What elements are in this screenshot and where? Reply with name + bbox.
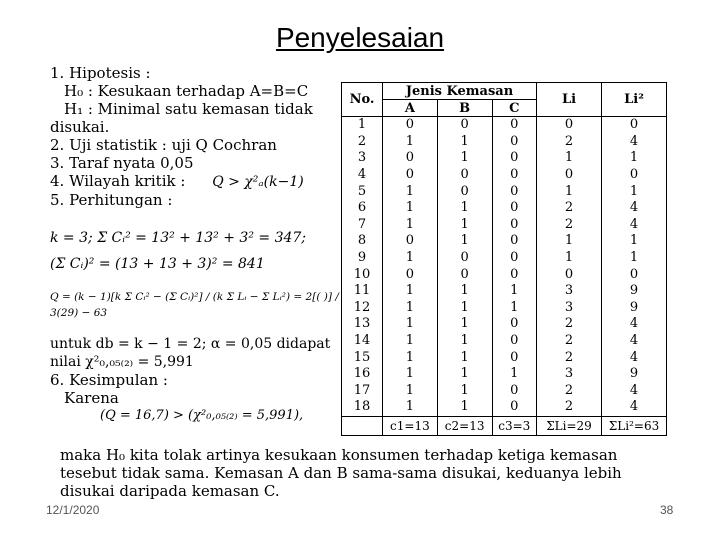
karena-comparison: (Q = 16,7) > (χ²₀,₀₅₍₂₎ = 5,991), [100, 408, 304, 423]
table-cell: 1 [383, 333, 438, 350]
table-cell: 1 [383, 134, 438, 151]
table-row [342, 399, 667, 416]
table-cell: 11 [342, 283, 383, 300]
equation-sum-ci-squared: k = 3; Σ Cᵢ² = 13² + 13² + 3² = 347; [50, 230, 307, 246]
step-3: 3. Taraf nyata 0,05 [50, 154, 194, 172]
table-cell: 3 [537, 300, 602, 317]
table-cell: 0 [492, 333, 537, 350]
table-cell: 0 [602, 266, 667, 283]
table-cell: 4 [602, 134, 667, 151]
table-cell: 0 [492, 183, 537, 200]
table-cell: 2 [537, 349, 602, 366]
hypothesis-h0: H₀ : Kesukaan terhadap A=B=C [64, 82, 309, 100]
table-cell: 1 [437, 333, 492, 350]
table-body [342, 117, 667, 417]
table-cell: 0 [492, 150, 537, 167]
table-cell: 3 [537, 283, 602, 300]
table-cell: 4 [342, 167, 383, 184]
conclusion-text [60, 446, 660, 500]
step-5: 5. Perhitungan : [50, 191, 173, 209]
table-row [342, 333, 667, 350]
table-cell: 0 [492, 266, 537, 283]
table-cell: 0 [492, 383, 537, 400]
table-row [342, 300, 667, 317]
table-row [342, 283, 667, 300]
table-cell: 0 [492, 399, 537, 416]
table-cell: 0 [383, 150, 438, 167]
table-cell: 10 [342, 266, 383, 283]
table-cell: 1 [602, 233, 667, 250]
conclusion-line-3: disukai daripada kemasan C. [60, 482, 280, 500]
table-cell: 1 [537, 233, 602, 250]
table-cell: 1 [437, 134, 492, 151]
table-cell: 1 [492, 300, 537, 317]
table-cell: 1 [602, 250, 667, 267]
table-cell: 0 [492, 117, 537, 134]
table-cell: 0 [437, 183, 492, 200]
table-cell: 0 [492, 316, 537, 333]
table-cell: 1 [383, 383, 438, 400]
table-cell: 1 [437, 316, 492, 333]
table-cell: 9 [602, 283, 667, 300]
table-cell: 0 [492, 349, 537, 366]
table-cell: 2 [537, 217, 602, 234]
table-cell: 0 [492, 233, 537, 250]
table-cell: 0 [537, 117, 602, 134]
table-cell: 18 [342, 399, 383, 416]
header-no: No. [342, 83, 383, 117]
table-cell: 0 [602, 167, 667, 184]
table-cell: 13 [342, 316, 383, 333]
table-cell: 0 [437, 167, 492, 184]
solution-steps [50, 64, 340, 425]
table-cell: 0 [492, 134, 537, 151]
step-2: 2. Uji statistik : uji Q Cochran [50, 136, 277, 154]
table-cell: 1 [437, 349, 492, 366]
table-cell: 4 [602, 217, 667, 234]
footer-c1: c1=13 [383, 416, 438, 435]
hypothesis-h1: H₁ : Minimal satu kemasan tidak [64, 100, 313, 118]
header-jenis-kemasan: Jenis Kemasan [383, 83, 537, 100]
table-row [342, 134, 667, 151]
table-cell: 1 [437, 283, 492, 300]
table-cell: 1 [437, 150, 492, 167]
table-cell: 0 [537, 266, 602, 283]
table-cell: 4 [602, 333, 667, 350]
karena-label: Karena [64, 389, 119, 407]
table-cell: 0 [492, 217, 537, 234]
table-cell: 2 [537, 333, 602, 350]
table-row [342, 366, 667, 383]
table-cell: 4 [602, 383, 667, 400]
table-cell: 1 [602, 183, 667, 200]
page-title: Penyelesaian [275, 22, 445, 53]
table-cell: 0 [492, 167, 537, 184]
table-cell: 1 [537, 250, 602, 267]
footer-sum-li2: ΣLi²=63 [602, 416, 667, 435]
table-row [342, 383, 667, 400]
table-cell: 1 [437, 383, 492, 400]
table-cell: 12 [342, 300, 383, 317]
table-cell: 1 [383, 200, 438, 217]
table-cell: 1 [383, 399, 438, 416]
equation-sum-ci: (Σ Cᵢ)² = (13 + 13 + 3)² = 841 [50, 256, 265, 272]
table-cell: 0 [437, 117, 492, 134]
table-row [342, 217, 667, 234]
table-row [342, 233, 667, 250]
table-cell: 2 [537, 316, 602, 333]
table-cell: 3 [342, 150, 383, 167]
table-cell: 0 [383, 266, 438, 283]
step-6: 6. Kesimpulan : [50, 371, 168, 389]
table-cell: 1 [383, 366, 438, 383]
page-number: 38 [660, 503, 674, 517]
table-cell: 9 [602, 300, 667, 317]
table-cell: 0 [602, 117, 667, 134]
table-cell: 2 [537, 134, 602, 151]
footer-sum-li: ΣLi=29 [537, 416, 602, 435]
table-cell: 4 [602, 399, 667, 416]
critical-region-formula: Q > χ²ₐ(k−1) [212, 174, 304, 190]
header-li: Li [537, 83, 602, 117]
table-cell: 0 [383, 117, 438, 134]
footer-c2: c2=13 [437, 416, 492, 435]
header-c: C [492, 100, 537, 117]
step-4-label: 4. Wilayah kritik : [50, 172, 186, 190]
table-row [342, 117, 667, 134]
table-row [342, 266, 667, 283]
table-cell: 1 [383, 183, 438, 200]
table-cell: 1 [383, 217, 438, 234]
table-cell: 1 [437, 399, 492, 416]
table-cell: 2 [537, 200, 602, 217]
table-cell: 1 [437, 233, 492, 250]
footer-date: 12/1/2020 [46, 503, 100, 517]
conclusion-line-1: maka H₀ kita tolak artinya kesukaan konsumen terhadap ketiga kemasan [60, 446, 618, 464]
table-cell: 1 [383, 250, 438, 267]
table-cell: 1 [537, 150, 602, 167]
table-cell: 1 [437, 300, 492, 317]
table-cell: 9 [602, 366, 667, 383]
table-cell: 2 [342, 134, 383, 151]
table-cell: 1 [383, 316, 438, 333]
footer-empty [342, 416, 383, 435]
table-cell: 0 [383, 167, 438, 184]
table-cell: 0 [437, 250, 492, 267]
step-1-heading: 1. Hipotesis : [50, 64, 151, 82]
step-4 [50, 172, 340, 191]
table-row [342, 250, 667, 267]
table-cell: 1 [537, 183, 602, 200]
table-cell: 5 [342, 183, 383, 200]
table-cell: 3 [537, 366, 602, 383]
table-cell: 4 [602, 200, 667, 217]
table-cell: 15 [342, 349, 383, 366]
table-cell: 1 [383, 300, 438, 317]
table-cell: 9 [342, 250, 383, 267]
table-cell: 4 [602, 316, 667, 333]
table-cell: 16 [342, 366, 383, 383]
table-cell: 1 [383, 349, 438, 366]
table-cell: 0 [492, 250, 537, 267]
table-cell: 1 [492, 283, 537, 300]
cochran-table [341, 82, 667, 436]
table-cell: 1 [602, 150, 667, 167]
table-row [342, 167, 667, 184]
conclusion-line-2: tesebut tidak sama. Kemasan A dan B sama-sama disukai, keduanya lebih [60, 464, 622, 482]
table-cell: 8 [342, 233, 383, 250]
hypothesis-h1-cont: disukai. [50, 118, 110, 136]
degrees-of-freedom-line: untuk db = k − 1 = 2; α = 0,05 didapat [50, 336, 331, 352]
table-cell: 2 [537, 383, 602, 400]
equation-q-formula: Q = (k − 1)[k Σ Cᵢ² − (Σ Cᵢ)²] / (k Σ Lᵢ − Σ Lᵢ²) = 2[( )] / 3(29) − 63 [50, 291, 339, 319]
table-row [342, 150, 667, 167]
table-cell: 0 [537, 167, 602, 184]
table-row [342, 200, 667, 217]
table-cell: 1 [383, 283, 438, 300]
table-cell: 2 [537, 399, 602, 416]
table-cell: 17 [342, 383, 383, 400]
table-cell: 1 [437, 200, 492, 217]
table-cell: 7 [342, 217, 383, 234]
table-cell: 6 [342, 200, 383, 217]
table-cell: 0 [383, 233, 438, 250]
table-cell: 0 [492, 200, 537, 217]
table-row [342, 183, 667, 200]
footer-c3: c3=3 [492, 416, 537, 435]
table-cell: 0 [437, 266, 492, 283]
table-cell: 1 [437, 366, 492, 383]
header-li2: Li² [602, 83, 667, 117]
header-b: B [437, 100, 492, 117]
table-cell: 4 [602, 349, 667, 366]
header-a: A [383, 100, 438, 117]
table-row [342, 349, 667, 366]
table-cell: 1 [492, 366, 537, 383]
table-row [342, 316, 667, 333]
table-cell: 1 [437, 217, 492, 234]
chi-square-value-line: nilai χ²₀,₀₅₍₂₎ = 5,991 [50, 354, 194, 370]
table-cell: 14 [342, 333, 383, 350]
table-cell: 1 [342, 117, 383, 134]
